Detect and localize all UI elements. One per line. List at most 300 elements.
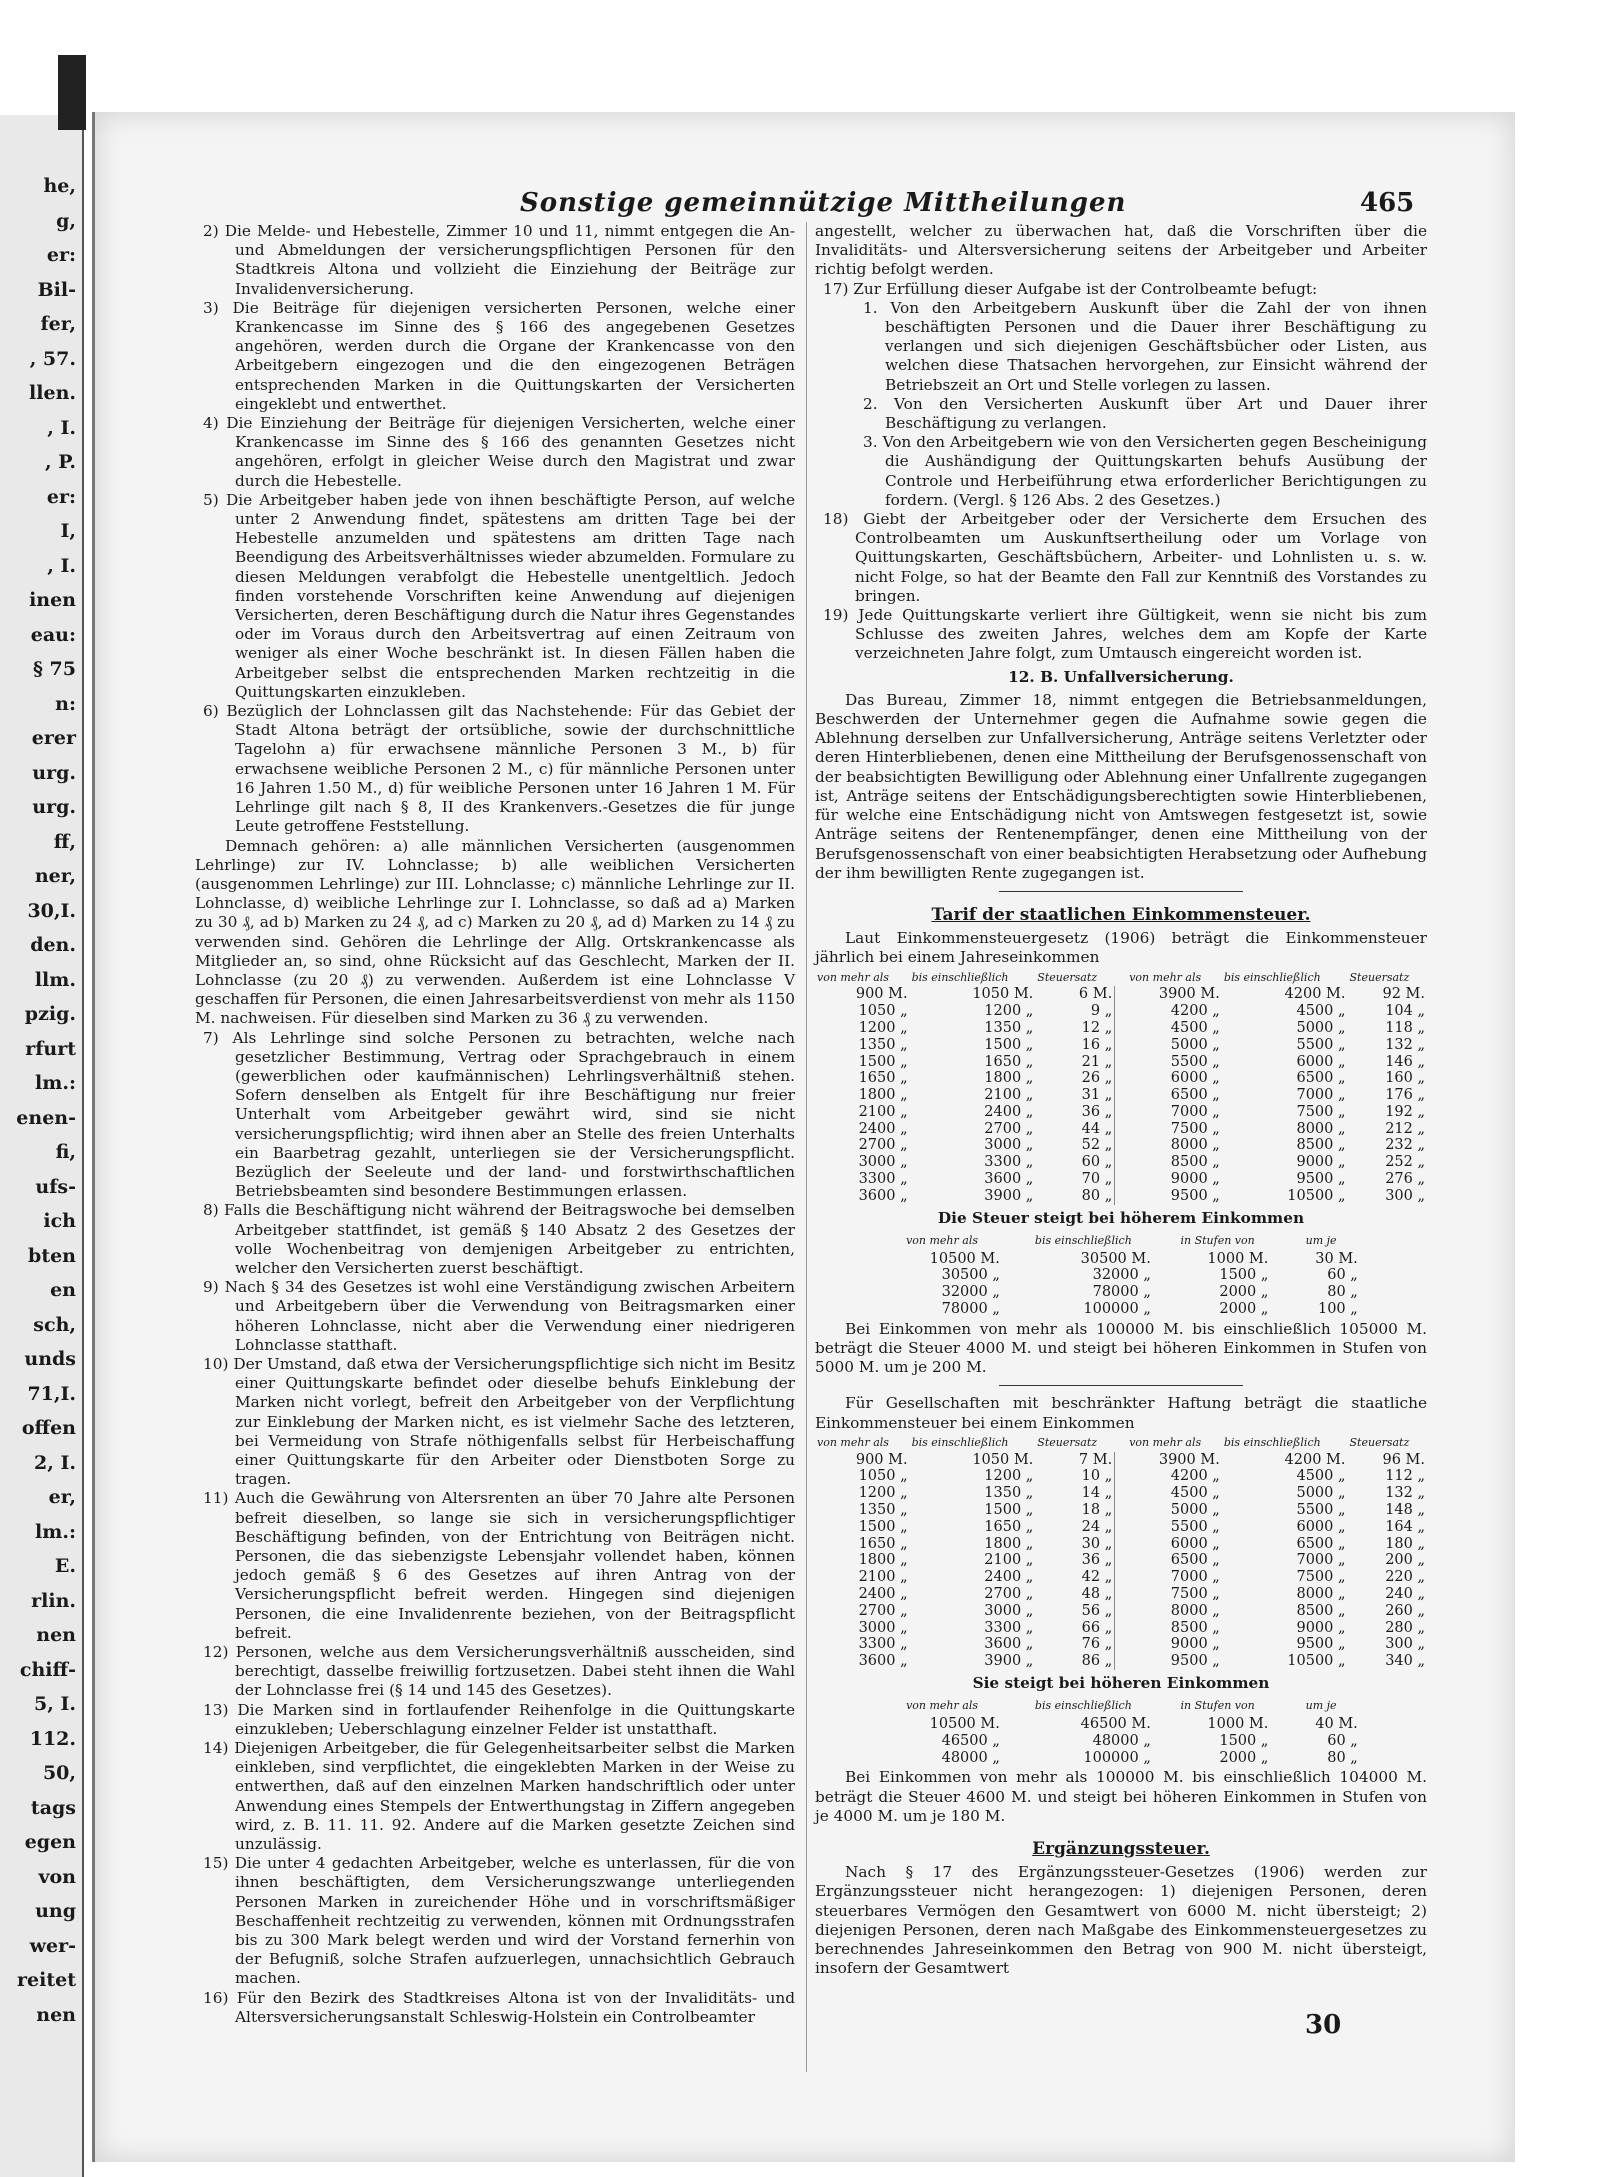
table-cell: 60 „ xyxy=(1327,1267,1358,1284)
table-cell: 80 „ xyxy=(1327,1749,1358,1766)
margin-fragment: nen xyxy=(36,2003,76,2026)
margin-fragment: 5, I. xyxy=(34,1693,76,1715)
table-cell: 9000 „ xyxy=(1296,1154,1346,1171)
section-unfallversicherung-title: 12. B. Unfallversicherung. xyxy=(1008,667,1234,686)
table-cell: 30500 M. xyxy=(1080,1250,1151,1267)
table-cell: 3900 M. xyxy=(1158,1451,1220,1468)
column-gap xyxy=(1115,1154,1128,1171)
table-cell: 8000 „ xyxy=(1296,1120,1346,1137)
margin-fragment: ich xyxy=(43,1210,76,1232)
column-gap xyxy=(1115,1468,1128,1485)
column-header: bis einschließlich xyxy=(911,1435,1009,1449)
table-cell: 24 „ xyxy=(1081,1518,1113,1535)
table-cell: 280 „ xyxy=(1385,1619,1425,1636)
table-cell: 1350 „ xyxy=(858,1036,908,1053)
margin-fragment: unds xyxy=(24,1348,76,1370)
margin-fragment: egen xyxy=(24,1831,76,1853)
list-item: 7) Als Lehrlinge sind solche Personen zu betrachten, welche nach gesetzlicher Bestimmung, Vertrag oder Sprachgebrauch in einem (gewerblichen oder kaufmännischen) Lehrlingsverhältniß stehen. Sofern denselben als Entgelt für ihre Beschäftigung nur freier Unterhalt vom Arbeitgeber gewährt wird, sind sie nicht versicherungspflichtig; wird ihnen aber an Stelle des freien Unterhalts ein Baarbetrag gezahlt, unterliegen sie der Versicherungspflicht. Bezüglich der Seeleute und der land- und forstwirthschaftlichen Betriebsbeamten sind besondere Bestimmungen erlassen. xyxy=(203,1028,795,1201)
list-item: 11) Auch die Gewährung von Altersrenten an über 70 Jahre alte Personen befreit dieselben, so lange sie sich in versicherungspflichtiger Beschäftigung befinden, von der Entrichtung von Beiträgen nicht. Personen, die das siebenzigste Lebensjahr vollendet haben, können jedoch gemäß § 6 des Gesetzes auf ihren Antrag von der Versicherungspflicht befreit werden. Hingegen sind diejenigen Personen, die eine Invalidenrente beziehen, von der Beitragspflicht befreit. xyxy=(203,1489,795,1642)
column-header: in Stufen von xyxy=(1180,1233,1255,1247)
list-item: 5) Die Arbeitgeber haben jede von ihnen beschäftigte Person, auf welche unter 2 Anwendung findet, spätestens am dritten Tage bei der Hebestelle anzumelden und spätestens am dritten Tage nach Beendigung des Arbeitsverhältnisses wieder abzumelden. Formulare zu diesen Meldungen verabfolgt die Hebestelle unentgeltlich. Jedoch finden vorstehende Vorschriften keine Anwendung auf diejenigen Versicherten, deren Beschäftigung durch die Natur ihres Gegenstandes oder im Voraus durch den Arbeitsvertrag auf einen Zeitraum von weniger als einer Woche beschränkt ist. In diesen Fällen haben die Arbeitgeber selbst die entsprechenden Marken rechtzeitig in die Quittungskarten einzukleben. xyxy=(203,490,795,701)
table-cell: 30 „ xyxy=(1081,1535,1113,1552)
table-cell: 86 „ xyxy=(1081,1653,1113,1670)
margin-fragment: ff, xyxy=(53,830,76,853)
table-cell: 4200 „ xyxy=(1170,1468,1220,1485)
column-gap xyxy=(1115,1552,1128,1569)
table-cell: 1050 „ xyxy=(858,1468,908,1485)
table-cell: 176 „ xyxy=(1385,1087,1425,1104)
margin-fragment: nen xyxy=(36,1624,76,1646)
table-row xyxy=(815,1636,1427,1653)
table-cell: 2700 „ xyxy=(858,1602,908,1619)
margin-fragment: den. xyxy=(30,934,76,956)
table-cell: 200 „ xyxy=(1385,1552,1425,1569)
table-cell: 2000 „ xyxy=(1219,1749,1269,1766)
table-cell: 5500 „ xyxy=(1170,1053,1220,1070)
table-cell: 8000 „ xyxy=(1170,1602,1220,1619)
table-row xyxy=(815,1171,1427,1188)
table-cell: 100000 „ xyxy=(1083,1301,1151,1318)
table-row xyxy=(815,1586,1427,1603)
column-gap xyxy=(1115,1070,1128,1087)
list-item: 10) Der Umstand, daß etwa der Versicherungspflichtige sich nicht im Besitz einer Quittungskarte befindet oder dieselbe behufs Einklebung der Marken nicht vorlegt, befreit den Arbeitgeber von der Verpflichtung zur Einklebung der Marken nicht, es ist vielmehr Sache des letzteren, bei Vermeidung von Strafe nöthigenfalls selbst für Herbeischaffung einer Quittungskarte für den Arbeiter oder Dienstboten Sorge zu tragen. xyxy=(203,1354,795,1489)
list-item: 15) Die unter 4 gedachten Arbeitgeber, welche es unterlassen, für die von ihnen beschäftigten, dem Versicherungszwange unterliegenden Personen Marken in zureichender Höhe und in vorschriftsmäßiger Beschaffenheit rechtzeitig zu verwenden, können mit Ordnungsstrafen bis zu 300 Mark belegt werden und wird der Vorstand fernerhin von der Befugniß, solche Strafen aufzuerlegen, unnachsichtlich Gebrauch machen. xyxy=(203,1854,795,1988)
table-row xyxy=(876,1716,1366,1733)
column-gap xyxy=(1115,1502,1128,1519)
margin-fragment: I, xyxy=(60,520,76,542)
margin-fragment: wer- xyxy=(29,1934,76,1957)
table-cell: 220 „ xyxy=(1385,1569,1425,1586)
table-cell: 3000 „ xyxy=(858,1619,908,1636)
column-gap xyxy=(1115,1003,1128,1020)
table-cell: 5000 „ xyxy=(1170,1502,1220,1519)
table-cell: 36 „ xyxy=(1081,1552,1113,1569)
column-header: bis einschließlich xyxy=(1034,1699,1132,1713)
table-cell: 31 „ xyxy=(1081,1087,1113,1104)
table-cell: 14 „ xyxy=(1081,1485,1113,1502)
table-cell: 6000 „ xyxy=(1170,1535,1220,1552)
table-row xyxy=(815,1020,1427,1037)
table-cell: 2400 „ xyxy=(858,1120,908,1137)
list-item: 6) Bezüglich der Lohnclassen gilt das Nachstehende: Für das Gebiet der Stadt Altona beträgt der ortsübliche, sowie der durchschnittliche Tagelohn a) für erwachsene männliche Personen 3 M., b) für erwachsene weibliche Personen 2 M., c) für männliche Personen unter 16 Jahren 1.50 M., d) für weibliche Personen unter 16 Jahren 1 M. Für Lehrlinge gilt nach § 8, II des Krankenvers.-Gesetzes die für junge Leute getroffene Feststellung. xyxy=(203,702,795,836)
table-row xyxy=(815,1137,1427,1154)
page-header-title: Sonstige gemeinnützige Mittheilungen xyxy=(520,188,1127,218)
table-cell: 78000 „ xyxy=(1092,1284,1151,1301)
column-gap xyxy=(1115,1636,1128,1653)
column-gap xyxy=(1115,1188,1128,1205)
table-cell: 5000 „ xyxy=(1296,1019,1346,1036)
table-cell: 1500 „ xyxy=(984,1036,1034,1053)
margin-fragment: 112. xyxy=(29,1727,76,1750)
table-cell: 104 „ xyxy=(1385,1003,1425,1020)
page-number: 465 xyxy=(1360,188,1415,218)
table-row xyxy=(815,986,1427,1003)
table-cell: 2700 „ xyxy=(858,1137,908,1154)
table-cell: 1050 „ xyxy=(858,1003,908,1020)
table-cell: 3300 „ xyxy=(984,1154,1034,1171)
table-cell: 8500 „ xyxy=(1296,1137,1346,1154)
table-cell: 1650 „ xyxy=(984,1518,1034,1535)
sub-item: 3. Von den Arbeitgebern wie von den Versicherten gegen Bescheinigung die Aushändigung der Quittungskarten behufs Ausübung der Controle und Herbeiführung etwa erforderlicher Berichtigungen zu fordern. (Vergl. § 126 Abs. 2 des Gesetzes.) xyxy=(863,433,1427,509)
table-cell: 3600 „ xyxy=(984,1171,1034,1188)
table-cell: 146 „ xyxy=(1385,1053,1425,1070)
table-cell: 46500 M. xyxy=(1080,1716,1151,1733)
table-cell: 1000 M. xyxy=(1207,1716,1269,1733)
paragraph-lohnclassen: Demnach gehören: a) alle männlichen Versicherten (ausgenommen Lehrlinge) zur IV. Lohnclasse; b) alle weiblichen Versicherten (ausgenommen Lehrlinge) zur III. Lohnclasse; c) männliche Lehrlinge zur II. Lohnclasse, d) weibliche Lehrlinge zur I. Lohnclasse, so daß ad a) Marken zu 30 ₰, ad b) Marken zu 24 ₰, ad c) Marken zu 20 ₰, ad d) Marken zu 14 ₰ zu verwenden sind. Gehören die Lehrlinge der Allg. Ortskrankencasse als Mitglieder an, so sind, ohne Rücksicht auf das Geschlecht, Marken der II. Lohnclasse (zu 20 ₰) zu verwenden. Außerdem ist eine Lohnclasse V geschaffen für Personen, die einen Jahresarbeitsverdienst von mehr als 1150 M. nachweisen. Für dieselben sind Marken zu 36 ₰ zu verwenden. xyxy=(195,836,795,1028)
column-gap xyxy=(1115,1653,1128,1670)
table-row xyxy=(815,1003,1427,1020)
table-cell: 112 „ xyxy=(1385,1468,1425,1485)
table-cell: 7000 „ xyxy=(1296,1552,1346,1569)
margin-fragment: 2, I. xyxy=(34,1451,76,1474)
table-cell: 48000 „ xyxy=(941,1749,1000,1766)
table-cell: 46500 „ xyxy=(941,1732,1000,1749)
gesellschaften-intro: Für Gesellschaften mit beschränkter Haftung beträgt die staatliche Einkommensteuer bei einem Einkommen xyxy=(815,1394,1427,1432)
table-cell: 1050 M. xyxy=(972,986,1034,1003)
table-cell: 76 „ xyxy=(1081,1636,1113,1653)
column-gap xyxy=(1115,1104,1128,1121)
section-rule xyxy=(999,891,1244,892)
margin-fragment: 30,I. xyxy=(27,899,76,922)
table-cell: 80 „ xyxy=(1327,1284,1358,1301)
table-row xyxy=(876,1267,1366,1284)
column-header: um je xyxy=(1305,1233,1337,1247)
steigt-title-2: Sie steigt bei höheren Einkommen xyxy=(972,1674,1270,1693)
margin-fragment: chiff- xyxy=(19,1658,76,1681)
table-cell: 1200 „ xyxy=(984,1468,1034,1485)
column-gap xyxy=(1115,1054,1128,1071)
column-header: bis einschließlich xyxy=(911,970,1009,984)
table-cell: 30 M. xyxy=(1315,1250,1358,1267)
table-cell: 3900 „ xyxy=(984,1653,1034,1670)
margin-fragment: bten xyxy=(28,1244,76,1267)
table-cell: 4500 „ xyxy=(1296,1468,1346,1485)
sub-item: 2. Von den Versicherten Auskunft über Art und Dauer ihrer Beschäftigung zu verlangen. xyxy=(863,394,1427,433)
column-gap xyxy=(1115,1020,1128,1037)
item-17: 17) Zur Erfüllung dieser Aufgabe ist der Controlbeamte befugt: xyxy=(823,279,1318,298)
sub-item: 1. Von den Arbeitgebern Auskunft über die Zahl der von ihnen beschäftigten Personen und die Dauer ihrer Beschäftigung zu verlangen und sich diejenigen Geschäftsbücher oder Listen, aus welchen diese Thatsachen hervorgehen, zur Einsicht während der Betriebszeit an Ort und Stelle vorlegen zu lassen. xyxy=(863,298,1427,394)
table-cell: 8500 „ xyxy=(1170,1619,1220,1636)
table-cell: 9000 „ xyxy=(1296,1619,1346,1636)
table-row xyxy=(876,1750,1366,1767)
table-cell: 26 „ xyxy=(1081,1070,1113,1087)
table-cell: 4200 M. xyxy=(1284,986,1346,1003)
table-cell: 7000 „ xyxy=(1296,1087,1346,1104)
table-cell: 78000 „ xyxy=(941,1301,1000,1318)
table-cell: 2000 „ xyxy=(1219,1301,1269,1318)
margin-fragment: 71,I. xyxy=(27,1382,76,1405)
column-header: Steuersatz xyxy=(1349,1435,1410,1449)
margin-fragment: enen- xyxy=(16,1106,76,1129)
table-cell: 1800 „ xyxy=(858,1552,908,1569)
table-cell: 6000 „ xyxy=(1296,1518,1346,1535)
list-item: 13) Die Marken sind in fortlaufender Reihenfolge in die Quittungskarte einzukleben; Ueberschlagung einzelner Felder ist unstatthaft. xyxy=(203,1700,795,1738)
margin-fragment: he, xyxy=(43,175,76,197)
margin-fragment: fi, xyxy=(55,1141,76,1163)
table-cell: 1350 „ xyxy=(858,1502,908,1519)
table-cell: 3900 „ xyxy=(984,1187,1034,1204)
table-cell: 3000 „ xyxy=(858,1154,908,1171)
table-cell: 8000 „ xyxy=(1296,1586,1346,1603)
table-cell: 1350 „ xyxy=(984,1019,1034,1036)
margin-fragment: , 57. xyxy=(29,347,76,370)
table-row xyxy=(815,1552,1427,1569)
table-cell: 240 „ xyxy=(1385,1586,1425,1603)
table-cell: 6500 „ xyxy=(1170,1552,1220,1569)
table-row xyxy=(876,1301,1366,1318)
table-cell: 2400 „ xyxy=(984,1569,1034,1586)
margin-fragment: urg. xyxy=(32,796,76,818)
table-cell: 7 M. xyxy=(1078,1451,1113,1468)
table-row xyxy=(815,1569,1427,1586)
column-gap xyxy=(1115,1620,1128,1637)
table-cell: 160 „ xyxy=(1385,1070,1425,1087)
table-cell: 3600 „ xyxy=(858,1653,908,1670)
table-cell: 9500 „ xyxy=(1170,1187,1220,1204)
margin-fragment: rlin. xyxy=(31,1589,76,1612)
section-rule-2 xyxy=(999,1385,1244,1386)
column-header: von mehr als xyxy=(906,1233,978,1247)
list-item: 3) Die Beiträge für diejenigen versicherten Personen, welche einer Krankencasse im Sinne des § 166 des angegebenen Gesetzes angehören, werden durch die Organe der Krankencasse von den Arbeitgebern eingezogen und die den eingezogenen Beträgen entsprechenden Marken in die Quittungskarten der Versicherten eingeklebt und entwerthet. xyxy=(203,298,795,413)
list-item: 16) Für den Bezirk des Stadtkreises Altona ist von der Invaliditäts- und Altersversicherungsanstalt Schleswig-Holstein ein Controlbeamter xyxy=(203,1988,795,2026)
table-cell: 340 „ xyxy=(1385,1653,1425,1670)
table-cell: 2700 „ xyxy=(984,1120,1034,1137)
table-cell: 276 „ xyxy=(1385,1171,1425,1188)
margin-fragment: lm.: xyxy=(35,1520,76,1543)
list-item: 12) Personen, welche aus dem Versicherungsverhältniß ausscheiden, sind berechtigt, dasselbe freiwillig fortzusetzen. Dabei steht ihnen die Wahl der Lohnclasse frei (§ 14 und 145 des Gesetzes). xyxy=(203,1643,795,1700)
table-cell: 3600 „ xyxy=(858,1187,908,1204)
higher-income-steps-table xyxy=(876,1232,1366,1318)
table-cell: 9000 „ xyxy=(1170,1171,1220,1188)
table-cell: 7500 „ xyxy=(1296,1569,1346,1586)
previous-page-edge xyxy=(0,115,84,2177)
gmbh-tax-table xyxy=(815,1435,1427,1670)
table-cell: 5500 „ xyxy=(1170,1518,1220,1535)
margin-fragment: llen. xyxy=(29,382,76,404)
table-cell: 3000 „ xyxy=(984,1137,1034,1154)
item-18: 18) Giebt der Arbeitgeber oder der Versicherte dem Ersuchen des Controlbeamten um Auskunftsertheilung oder um Vorlage von Quittungskarten, Geschäftsbüchern, Arbeiter- und Lohnlisten u. s. w. nicht Folge, so hat der Beamte den Fall zur Kenntniß des Vorstandes zu bringen. xyxy=(823,510,1427,605)
table-cell: 7500 „ xyxy=(1170,1120,1220,1137)
table-cell: 212 „ xyxy=(1385,1120,1425,1137)
column-header: in Stufen von xyxy=(1180,1699,1255,1713)
table-cell: 48 „ xyxy=(1081,1586,1113,1603)
table-cell: 1050 M. xyxy=(972,1451,1034,1468)
table-cell: 44 „ xyxy=(1081,1120,1113,1137)
table-cell: 10500 M. xyxy=(929,1716,1000,1733)
table-cell: 132 „ xyxy=(1385,1485,1425,1502)
table-cell: 252 „ xyxy=(1385,1154,1425,1171)
table-cell: 232 „ xyxy=(1385,1137,1425,1154)
section-unfallversicherung-text: Das Bureau, Zimmer 18, nimmt entgegen die Betriebsanmeldungen, Beschwerden der Unternehmer gegen die Aufnahme sowie gegen die Ablehnung derselben zur Unfallversicherung, Anträge seitens Verletzter oder deren Hinterbliebenen, denen eine Mittheilung der Berufsgenossenschaft von der beabsichtigten Bewilligung oder Ablehnung einer Unfallrente zugegangen ist, Anträge seitens der Entschädigungsberechtigten sowie Hinterbliebenen, für welche eine Entschädigung nicht von Amtswegen festgesetzt ist, sowie Anträge seitens der Rentenempfänger, denen eine Mittheilung von der Berufsgenossenschaft von einer beabsichtigten Herabsetzung oder Aufhebung der ihm bewilligten Rente zugegangen ist. xyxy=(815,690,1427,882)
table-cell: 6 M. xyxy=(1078,986,1113,1003)
table-row xyxy=(815,1452,1427,1469)
table-cell: 2100 „ xyxy=(858,1569,908,1586)
margin-fragment: reitet xyxy=(17,1969,76,1991)
table-row xyxy=(815,1468,1427,1485)
ergaenzungssteuer-title: Ergänzungssteuer. xyxy=(1032,1839,1210,1860)
table-cell: 6500 „ xyxy=(1170,1087,1220,1104)
table-cell: 52 „ xyxy=(1081,1137,1113,1154)
table-cell: 66 „ xyxy=(1081,1619,1113,1636)
table-cell: 3000 „ xyxy=(984,1602,1034,1619)
left-column xyxy=(195,222,795,2027)
table-cell: 2100 „ xyxy=(858,1103,908,1120)
binding-clip xyxy=(58,55,86,130)
table-cell: 1500 „ xyxy=(858,1518,908,1535)
margin-fragment: g, xyxy=(56,209,76,232)
column-header: von mehr als xyxy=(906,1699,978,1713)
table-cell: 1350 „ xyxy=(984,1485,1034,1502)
table-row xyxy=(815,1054,1427,1071)
column-divider xyxy=(806,222,807,2072)
margin-fragment: ner, xyxy=(34,865,76,887)
table-row xyxy=(815,1070,1427,1087)
tarif-intro: Laut Einkommensteuergesetz (1906) beträgt die Einkommensteuer jährlich bei einem Jahreseinkommen xyxy=(815,929,1427,967)
table-cell: 10 „ xyxy=(1081,1468,1113,1485)
table-row xyxy=(815,1519,1427,1536)
table-cell: 1200 „ xyxy=(984,1003,1034,1020)
table-cell: 36 „ xyxy=(1081,1103,1113,1120)
table-row xyxy=(815,1653,1427,1670)
table-cell: 2100 „ xyxy=(984,1552,1034,1569)
table-cell: 1500 „ xyxy=(1219,1732,1269,1749)
table-cell: 60 „ xyxy=(1327,1732,1358,1749)
margin-fragment: sch, xyxy=(33,1313,76,1336)
table-row xyxy=(815,1485,1427,1502)
table-cell: 40 M. xyxy=(1315,1716,1358,1733)
margin-fragment: fer, xyxy=(40,313,76,335)
column-gap xyxy=(1115,1569,1128,1586)
column-gap xyxy=(1115,1519,1128,1536)
table-cell: 5000 „ xyxy=(1170,1036,1220,1053)
margin-fragment: § 75 xyxy=(33,658,76,680)
column-header: bis einschließlich xyxy=(1034,1233,1132,1247)
table-cell: 96 M. xyxy=(1382,1451,1425,1468)
table-cell: 1800 „ xyxy=(858,1087,908,1104)
table-cell: 100 „ xyxy=(1317,1301,1358,1318)
table-cell: 7500 „ xyxy=(1170,1586,1220,1603)
table-cell: 2100 „ xyxy=(984,1087,1034,1104)
margin-fragment: urg. xyxy=(32,761,76,784)
margin-fragment: n: xyxy=(55,692,76,715)
column-gap xyxy=(1115,1121,1128,1138)
column-header: von mehr als xyxy=(1129,970,1202,984)
table-cell: 4200 M. xyxy=(1284,1451,1346,1468)
column-gap xyxy=(1115,1452,1128,1469)
column-header: von mehr als xyxy=(1129,1435,1202,1449)
table-cell: 2000 „ xyxy=(1219,1284,1269,1301)
table-row xyxy=(815,1121,1427,1138)
table-row xyxy=(815,1536,1427,1553)
table-cell: 3300 „ xyxy=(858,1636,908,1653)
list-item: 4) Die Einziehung der Beiträge für diejenigen Versicherten, welche einer Krankencasse im Sinne des § 166 des genannten Gesetzes nicht angehören, erfolgt in gleicher Weise durch den Magistrat und zwar durch die Hebestelle. xyxy=(203,414,795,490)
margin-fragment: ung xyxy=(35,1900,76,1922)
ergaenzungssteuer-text: Nach § 17 des Ergänzungssteuer-Gesetzes (1906) werden zur Ergänzungssteuer nicht herangezogen: 1) diejenigen Personen, deren steuerbares Vermögen den Gesamtwert von 6000 M. nicht übersteigt; 2) diejenigen Personen, deren nach Maßgabe des Einkommensteuergesetzes zu berechnendes Jahreseinkommen den Betrag von 900 M. nicht übersteigt, insofern der Gesamtwert xyxy=(815,1863,1427,1978)
table-row xyxy=(815,1603,1427,1620)
table-cell: 10500 M. xyxy=(929,1250,1000,1267)
table-cell: 2400 „ xyxy=(858,1586,908,1603)
steigt-text-2: Bei Einkommen von mehr als 100000 M. bis einschließlich 104000 M. beträgt die Steuer 4600 M. und steigt bei höheren Einkommen in Stufen von je 4000 M. um je 180 M. xyxy=(815,1768,1427,1825)
table-cell: 1200 „ xyxy=(858,1485,908,1502)
list-item: 8) Falls die Beschäftigung nicht während der Beitragswoche bei demselben Arbeitgeber stattfindet, ist gemäß § 140 Absatz 2 des Gesetzes der volle Wochenbeitrag von demjenigen Arbeitgeber zu entrichten, welcher den Versicherten zuerst beschäftigt. xyxy=(203,1201,795,1277)
table-cell: 5000 „ xyxy=(1296,1485,1346,1502)
table-cell: 1800 „ xyxy=(984,1535,1034,1552)
table-cell: 21 „ xyxy=(1081,1053,1113,1070)
table-cell: 7000 „ xyxy=(1170,1569,1220,1586)
table-cell: 70 „ xyxy=(1081,1171,1113,1188)
table-cell: 92 M. xyxy=(1382,986,1425,1003)
table-row xyxy=(815,1037,1427,1054)
column-gap xyxy=(1115,1536,1128,1553)
margin-fragment: ufs- xyxy=(35,1175,76,1198)
table-cell: 1500 „ xyxy=(1219,1267,1269,1284)
table-row xyxy=(876,1251,1366,1268)
margin-fragment: er: xyxy=(46,485,76,508)
margin-fragment: lm.: xyxy=(35,1072,76,1094)
table-cell: 3300 „ xyxy=(984,1619,1034,1636)
margin-fragment: E. xyxy=(54,1555,76,1577)
table-cell: 180 „ xyxy=(1385,1535,1425,1552)
table-cell: 18 „ xyxy=(1081,1502,1113,1519)
margin-fragment: tags xyxy=(30,1796,76,1819)
table-cell: 48000 „ xyxy=(1092,1732,1151,1749)
table-row xyxy=(815,1154,1427,1171)
table-cell: 5500 „ xyxy=(1296,1502,1346,1519)
margin-fragment: , P. xyxy=(45,451,76,473)
table-cell: 10500 „ xyxy=(1287,1653,1346,1670)
table-cell: 4200 „ xyxy=(1170,1003,1220,1020)
table-cell: 9500 „ xyxy=(1296,1171,1346,1188)
table-cell: 32000 „ xyxy=(1092,1267,1151,1284)
table-row xyxy=(815,1188,1427,1205)
table-cell: 8500 „ xyxy=(1296,1602,1346,1619)
table-cell: 148 „ xyxy=(1385,1502,1425,1519)
table-row xyxy=(815,1104,1427,1121)
column-header: von mehr als xyxy=(817,970,889,984)
table-cell: 1200 „ xyxy=(858,1019,908,1036)
column-header: um je xyxy=(1305,1699,1337,1713)
table-cell: 1500 „ xyxy=(984,1502,1034,1519)
column-gap xyxy=(1115,1171,1128,1188)
table-cell: 7000 „ xyxy=(1170,1103,1220,1120)
table-cell: 10500 „ xyxy=(1287,1187,1346,1204)
table-cell: 1650 „ xyxy=(984,1053,1034,1070)
table-cell: 60 „ xyxy=(1081,1154,1113,1171)
table-cell: 192 „ xyxy=(1385,1103,1425,1120)
table-cell: 2400 „ xyxy=(984,1103,1034,1120)
table-cell: 56 „ xyxy=(1081,1602,1113,1619)
column-gap xyxy=(1115,1087,1128,1104)
income-tax-table xyxy=(815,970,1427,1205)
margin-fragment: rfurt xyxy=(25,1037,76,1060)
table-cell: 132 „ xyxy=(1385,1036,1425,1053)
table-cell: 2700 „ xyxy=(984,1586,1034,1603)
table-cell: 32000 „ xyxy=(941,1284,1000,1301)
column-gap xyxy=(1115,1435,1128,1452)
right-column xyxy=(815,222,1427,1978)
column-gap xyxy=(1115,1603,1128,1620)
table-cell: 4500 „ xyxy=(1170,1485,1220,1502)
table-cell: 3900 M. xyxy=(1158,986,1220,1003)
table-cell: 9 „ xyxy=(1090,1003,1113,1020)
margin-fragment: pzig. xyxy=(24,1003,76,1025)
margin-fragment: en xyxy=(50,1279,76,1301)
list-item: 2) Die Melde- und Hebestelle, Zimmer 10 und 11, nimmt entgegen die An- und Abmeldungen der versicherungspflichtigen Personen für den Stadtkreis Altona und vollzieht die Einziehung der Beiträge zur Invalidenversicherung. xyxy=(203,222,795,298)
column-gap xyxy=(1115,1037,1128,1054)
table-cell: 16 „ xyxy=(1081,1036,1113,1053)
table-cell: 100000 „ xyxy=(1083,1749,1151,1766)
table-row xyxy=(815,1502,1427,1519)
